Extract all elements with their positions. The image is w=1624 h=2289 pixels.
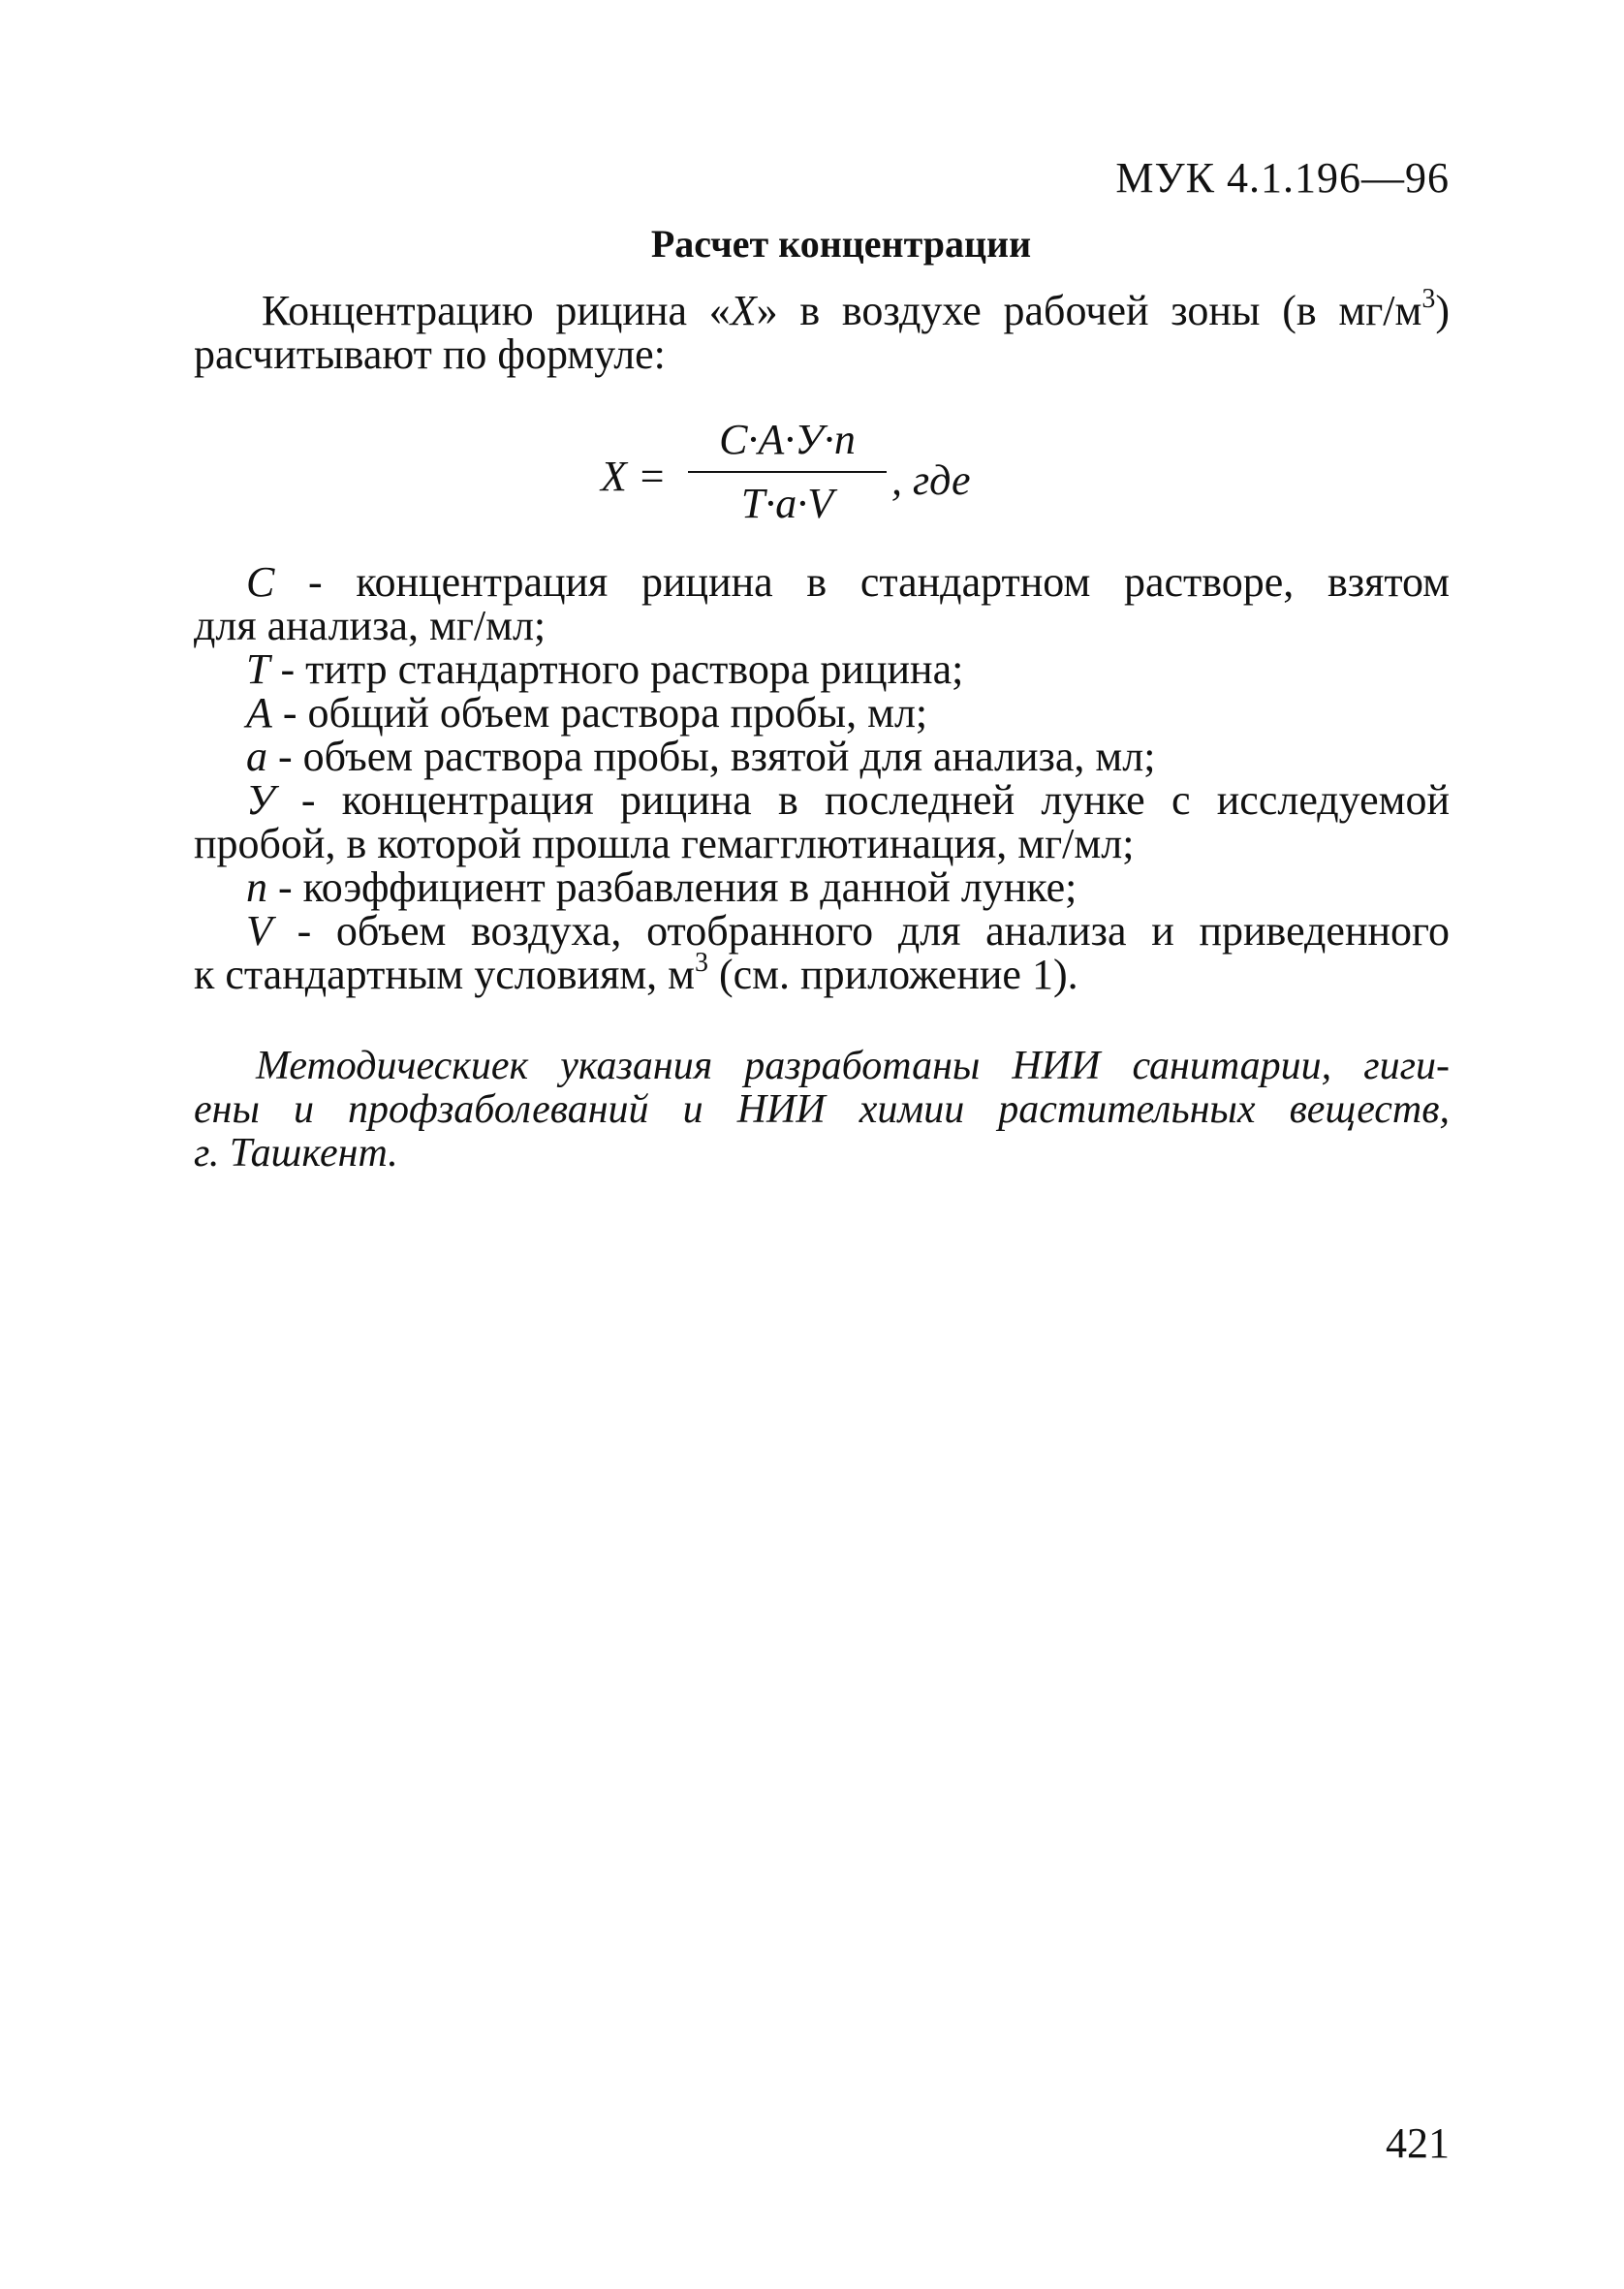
definition-symbol: У (246, 776, 275, 824)
page-number: 421 (1386, 2119, 1450, 2167)
definition-symbol: V (246, 907, 272, 955)
definition-item (194, 909, 1450, 953)
definition-symbol: A (246, 689, 272, 737)
intro-text-a: Концентрацию рицина « (262, 287, 731, 334)
intro-superscript: 3 (1421, 284, 1436, 314)
formula-lhs: X = (601, 453, 667, 500)
note-line-3: г. Ташкент. (194, 1131, 398, 1176)
intro-text-b: » в воздухе рабочей зоны (в мг/м (756, 287, 1422, 334)
intro-paragraph (194, 284, 1450, 378)
note-line-1: Методическиек указания разработаны НИИ санитарии, гиги- (256, 1044, 1450, 1088)
definition-continuation: пробой, в которой прошла гемагглютинация, мг/мл; (194, 820, 1135, 867)
definition-text: - объем воздуха, отобранного для анализа и приведенного (271, 907, 1450, 955)
definition-text: - концентрация рицина в последней лунке с исследуемой (274, 776, 1450, 824)
definition-symbol: n (246, 863, 267, 911)
formula-fraction (688, 415, 887, 529)
intro-text-c: ) (1435, 287, 1450, 334)
note-line-2: ены и профзаболеваний и НИИ химии растительных веществ, (194, 1087, 1450, 1132)
definition-continuation (194, 948, 1450, 998)
intro-line-1 (194, 284, 1450, 334)
definition-text: - концентрация рицина в стандартном растворе, взятом (274, 558, 1450, 606)
definition-item (194, 778, 1450, 822)
definition-symbol: C (246, 558, 275, 606)
intro-variable: X (730, 287, 757, 334)
definition-superscript: 3 (695, 948, 708, 978)
definition-item (194, 735, 1450, 778)
definitions-list (194, 560, 1450, 996)
definition-symbol: T (246, 645, 270, 693)
definition-continuation-end: (см. приложение 1). (708, 951, 1078, 998)
formula-tail: , где (891, 456, 971, 504)
definition-item (194, 560, 1450, 604)
authors-note (194, 1045, 1450, 1176)
formula-denominator: T·a·V (740, 480, 834, 527)
definition-continuation: для анализа, мг/мл; (194, 602, 547, 649)
concentration-formula (601, 415, 1085, 531)
definition-text: - титр стандартного раствора рицина; (269, 645, 964, 693)
definition-text: - объем раствора пробы, взятой для анализа, мл; (267, 733, 1156, 780)
definition-text: - общий объем раствора пробы, мл; (271, 689, 928, 737)
section-title: Расчет концентрации (650, 222, 1032, 266)
definition-item (194, 865, 1450, 909)
document-code: МУК 4.1.196—96 (1115, 154, 1450, 202)
definition-item (194, 647, 1450, 691)
definition-text: - коэффициент разбавления в данной лунке; (267, 863, 1077, 911)
formula-numerator: C·A·У·n (719, 416, 856, 463)
definition-item (194, 691, 1450, 735)
definition-symbol: a (246, 733, 267, 780)
intro-line-2: расчитывают по формуле: (194, 330, 666, 378)
fraction-bar (688, 471, 887, 473)
definition-continuation-text: к стандартным условиям, м (194, 951, 695, 998)
